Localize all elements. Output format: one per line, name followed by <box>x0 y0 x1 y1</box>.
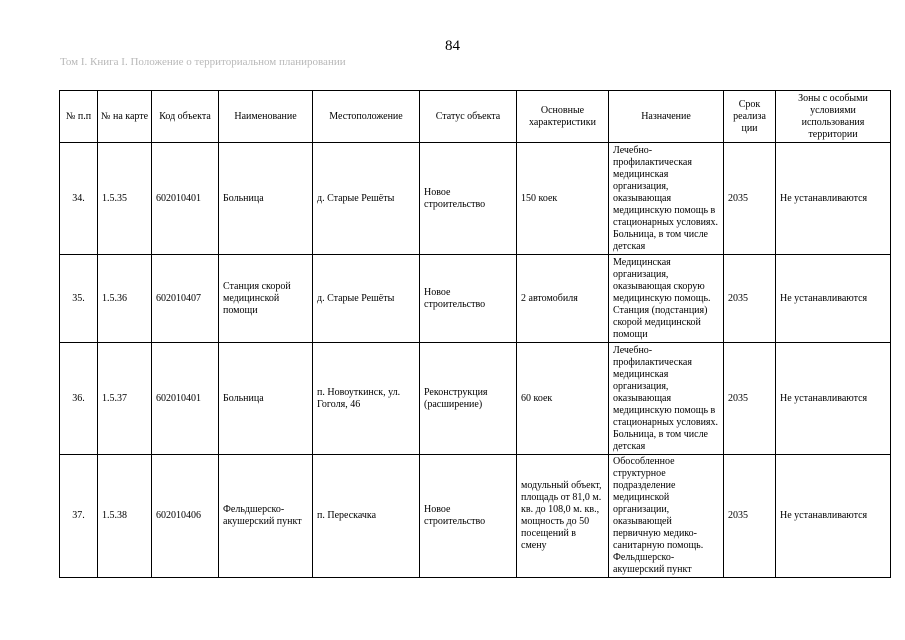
row-number: 37. <box>60 455 98 578</box>
header-cell: Наименование <box>219 91 313 143</box>
row-number: 35. <box>60 255 98 343</box>
object-purpose: Медицинская организация, оказывающая скорую медицинскую помощь. Станция (подстанция) скорой медицинской помощи <box>609 255 724 343</box>
map-number: 1.5.37 <box>98 343 152 455</box>
object-code: 602010401 <box>152 143 219 255</box>
implementation-term: 2035 <box>724 255 776 343</box>
object-purpose: Лечебно-профилактическая медицинская организация, оказывающая медицинскую помощь в стационарных условиях. Больница, в том числе детская <box>609 143 724 255</box>
object-location: п. Перескачка <box>313 455 420 578</box>
object-status: Новое строительство <box>420 255 517 343</box>
header-cell: Основные характеристики <box>517 91 609 143</box>
running-header: Том I. Книга I. Положение о территориальном планировании <box>60 56 346 68</box>
table-row <box>60 143 891 255</box>
object-characteristics: 60 коек <box>517 343 609 455</box>
map-number: 1.5.35 <box>98 143 152 255</box>
row-number: 34. <box>60 143 98 255</box>
header-cell: Срок реализа ции <box>724 91 776 143</box>
table-row <box>60 455 891 578</box>
object-purpose: Обособленное структурное подразделение медицинской организации, оказывающей первичную медико-санитарную помощь. Фельдшерско-акушерский пункт <box>609 455 724 578</box>
object-characteristics: модульный объект, площадь от 81,0 м. кв. до 108,0 м. кв., мощность до 50 посещений в смену <box>517 455 609 578</box>
table-row <box>60 255 891 343</box>
object-name: Больница <box>219 143 313 255</box>
object-location: п. Новоуткинск, ул. Гоголя, 46 <box>313 343 420 455</box>
object-code: 602010406 <box>152 455 219 578</box>
special-zones: Не устанавливаются <box>776 143 891 255</box>
object-name: Фельдшерско-акушерский пункт <box>219 455 313 578</box>
object-code: 602010407 <box>152 255 219 343</box>
object-characteristics: 2 автомобиля <box>517 255 609 343</box>
map-number: 1.5.38 <box>98 455 152 578</box>
object-purpose: Лечебно-профилактическая медицинская организация, оказывающая медицинскую помощь в стационарных условиях. Больница, в том числе детская <box>609 343 724 455</box>
special-zones: Не устанавливаются <box>776 343 891 455</box>
object-code: 602010401 <box>152 343 219 455</box>
table-row <box>60 343 891 455</box>
object-status: Новое строительство <box>420 455 517 578</box>
object-status: Реконструкция (расширение) <box>420 343 517 455</box>
objects-table <box>59 90 891 578</box>
table-header-row <box>60 91 891 143</box>
object-characteristics: 150 коек <box>517 143 609 255</box>
page-number: 84 <box>445 38 460 54</box>
map-number: 1.5.36 <box>98 255 152 343</box>
header-cell: Местоположение <box>313 91 420 143</box>
object-status: Новое строительство <box>420 143 517 255</box>
implementation-term: 2035 <box>724 343 776 455</box>
row-number: 36. <box>60 343 98 455</box>
header-cell: Код объекта <box>152 91 219 143</box>
header-cell: № п.п <box>60 91 98 143</box>
object-location: д. Старые Решёты <box>313 143 420 255</box>
special-zones: Не устанавливаются <box>776 455 891 578</box>
object-name: Больница <box>219 343 313 455</box>
header-cell: Назначение <box>609 91 724 143</box>
object-name: Станция скорой медицинской помощи <box>219 255 313 343</box>
header-cell: № на карте <box>98 91 152 143</box>
header-cell: Статус объекта <box>420 91 517 143</box>
object-location: д. Старые Решёты <box>313 255 420 343</box>
header-cell: Зоны с особыми условиями использования территории <box>776 91 891 143</box>
implementation-term: 2035 <box>724 455 776 578</box>
implementation-term: 2035 <box>724 143 776 255</box>
special-zones: Не устанавливаются <box>776 255 891 343</box>
